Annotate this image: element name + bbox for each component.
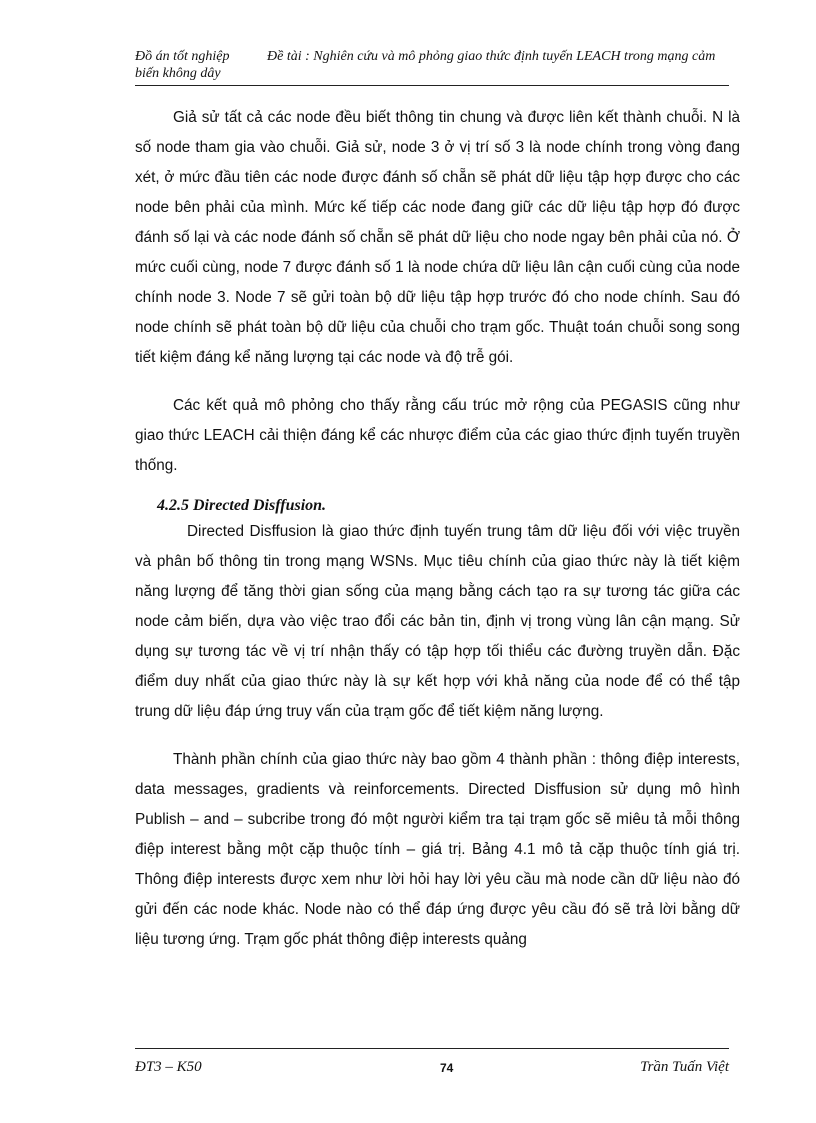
paragraph-simulation-results: Các kết quả mô phỏng cho thấy rằng cấu trúc mở rộng của PEGASIS cũng như giao thức LEACH cải thiện đáng kể các nhược điểm của các giao thức định tuyến truyền thống. [135, 397, 740, 474]
page-header [135, 48, 735, 82]
paragraph-directed-diffusion-intro: Directed Disffusion là giao thức định tuyến trung tâm dữ liệu đối với việc truyền và phân bố thông tin trong mạng WSNs. Mục tiêu chính của giao thức này là tiết kiệm năng lượng để tăng thời gian sống của mạng bằng cách tạo ra sự tương tác giữa các node cảm biến, dựa vào việc trao đổi các bản tin, định vị trong vùng lân cận mạng. Sử dụng sự tương tác về vị trí nhận thấy có tập hợp tối thiểu các đường truyền dẫn. Đặc điểm duy nhất của giao thức này là sự kết hợp với khả năng của node để có thể tập trung dữ liệu đáp ứng truy vấn của trạm gốc để tiết kiệm năng lượng. [135, 523, 740, 720]
header-divider [135, 85, 729, 86]
header-topic: Đề tài : Nghiên cứu và mô phỏng giao thức định tuyến LEACH trong mạng cảm biến không dây [135, 49, 716, 81]
paragraph-directed-diffusion-components: Thành phần chính của giao thức này bao gồm 4 thành phần : thông điệp interests, data messages, gradients và reinforcements. Directed Disffusion sử dụng mô hình Publish – and – subcribe trong đó một người kiểm tra tại trạm gốc sẽ miêu tả mỗi thông điệp interest bằng một cặp thuộc tính – giá trị. Bảng 4.1 mô tả cặp thuộc tính giá trị. Thông điệp interests được xem như lời hỏi hay lời yêu cầu mà node cần dữ liệu nào đó gửi đến các node khác. Node nào có thể đáp ứng được yêu cầu đó sẽ trả lời bằng dữ liệu tương ứng. Trạm gốc phát thông điệp interests quảng [135, 751, 740, 948]
paragraph-chain-algorithm: Giả sử tất cả các node đều biết thông tin chung và được liên kết thành chuỗi. N là số node tham gia vào chuỗi. Giả sử, node 3 ở vị trí số 3 là node chính trong vòng đang xét, ở mức đầu tiên các node được đánh số chẵn sẽ phát dữ liệu tập hợp được cho các node bên phải của mình. Mức kế tiếp các node đang giữ các dữ liệu tập hợp đó được đánh số lại và các node đánh số chẵn sẽ phát dữ liệu cho node ngay bên phải của nó. Ở mức cuối cùng, node 7 được đánh số 1 là node chứa dữ liệu lân cận cuối cùng của node chính node 3. Node 7 sẽ gửi toàn bộ dữ liệu tập hợp trước đó cho node chính. Sau đó node chính sẽ phát toàn bộ dữ liệu của chuỗi cho trạm gốc. Thuật toán chuỗi song song tiết kiệm đáng kể năng lượng tại các node và độ trễ gói. [135, 109, 740, 366]
footer-author: Trần Tuấn Việt [640, 1059, 729, 1075]
page-number: 74 [440, 1061, 454, 1075]
page-content [135, 103, 740, 973]
section-heading: 4.2.5 Directed Disffusion. [157, 497, 327, 514]
footer-class-code: ĐT3 – K50 [135, 1059, 202, 1075]
header-project-label: Đồ án tốt nghiệp [135, 49, 230, 64]
footer-divider [135, 1048, 729, 1049]
